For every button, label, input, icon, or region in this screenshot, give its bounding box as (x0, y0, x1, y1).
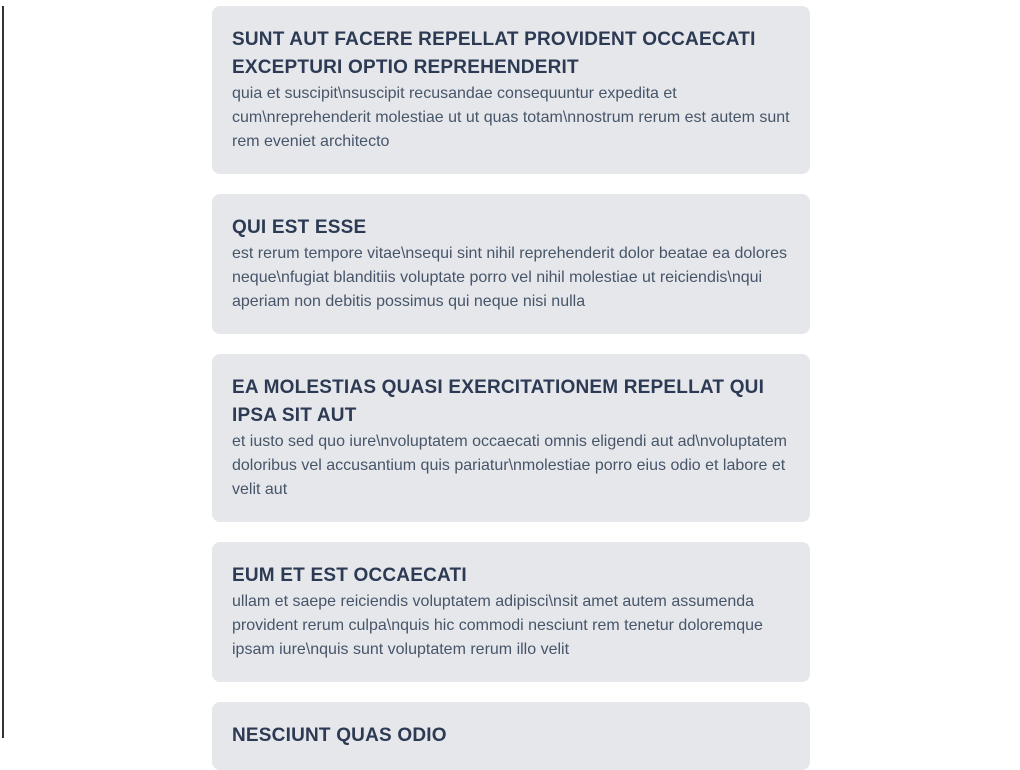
post-title: EUM ET EST OCCAECATI (232, 565, 467, 586)
post-card (212, 354, 810, 522)
window-left-edge-line (2, 6, 4, 738)
post-title: NESCIUNT QUAS ODIO (232, 725, 447, 746)
post-card (212, 542, 810, 682)
post-card (212, 702, 810, 770)
post-title: EA MOLESTIAS QUASI EXERCITATIONEM REPELLAT QUI IPSA SIT AUT (232, 377, 765, 426)
post-title: QUI EST ESSE (232, 217, 367, 238)
post-body: ullam et saepe reiciendis voluptatem adipisci\nsit amet autem assumenda provident rerum culpa\nquis hic commodi nesciunt rem tenetur doloremque ipsam iure\nquis sunt voluptatem rerum illo velit (232, 593, 763, 658)
post-card (212, 194, 810, 334)
post-card (212, 6, 810, 174)
post-title: SUNT AUT FACERE REPELLAT PROVIDENT OCCAECATI EXCEPTURI OPTIO REPREHENDERIT (232, 29, 756, 78)
post-body: quia et suscipit\nsuscipit recusandae consequuntur expedita et cum\nreprehenderit molestiae ut ut quas totam\nnostrum rerum est autem sunt rem eveniet architecto (232, 85, 790, 150)
posts-list (210, 6, 810, 770)
post-body: et iusto sed quo iure\nvoluptatem occaecati omnis eligendi aut ad\nvoluptatem doloribus vel accusantium quis pariatur\nmolestiae porro eius odio et labore et velit aut (232, 433, 788, 498)
post-body: est rerum tempore vitae\nsequi sint nihil reprehenderit dolor beatae ea dolores neque\nfugiat blanditiis voluptate porro vel nihil molestiae ut reiciendis\nqui aperiam non debitis possimus qui neque nisi nulla (232, 245, 787, 310)
